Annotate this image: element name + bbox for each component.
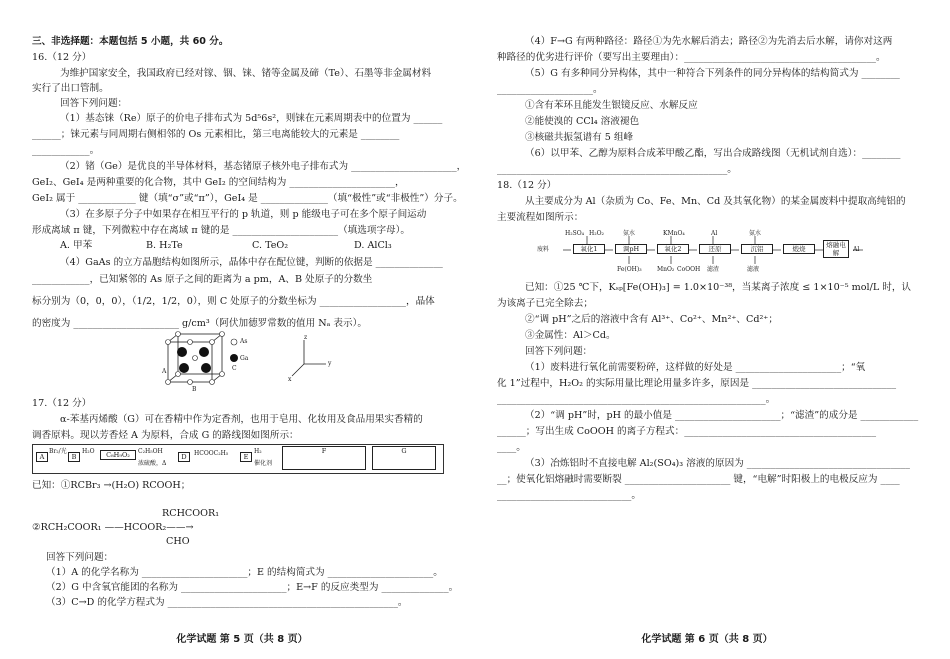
axis-z: z — [304, 334, 308, 341]
q16-p3-a: （3）在多原子分子中如果存在相互平行的 p 轨道，则 p 能级电子可在多个原子间运动 — [60, 209, 427, 220]
q17-question-6-b: ________________________________________________。 — [497, 164, 737, 175]
q16-p1-b: ______；铼元素与同周期右侧相邻的 Os 元素相比，第三电离能较大的元素是 ________ — [32, 129, 400, 140]
q17-question-2: （2）G 中含氧官能团的名称为 ______________________；E→F 的反应类型为 ______________。 — [46, 582, 459, 593]
flow-top-h2so4: H₂SO₄ — [565, 230, 585, 237]
q18-known-2: ②“调 pH”之后的溶液中含有 Al³⁺、Co²⁺、Mn²⁺、Cd²⁺； — [525, 314, 778, 325]
route-e: E — [240, 452, 252, 462]
route-cond-h2: H₂ — [254, 448, 262, 455]
axis-x: x — [288, 376, 292, 383]
flow-box-reduction: 还原 — [699, 244, 731, 254]
q16-p4-d: 的密度为 ______________________ g/cm³（阿伏加德罗常数的值用 Nₐ 表示）。 — [32, 318, 367, 329]
route-a: A — [36, 452, 48, 462]
flow-top-ammonia-1: 氨水 — [623, 230, 636, 237]
route-b: B — [68, 452, 80, 462]
flow-box-electrolysis: 熔融电解 — [823, 240, 849, 258]
route-cond-ethanol: C₂H₅OH — [138, 448, 163, 455]
section-title: 三、非选择题：本题包括 5 小题，共 60 分。 — [32, 36, 229, 47]
q18-known-1-a: 已知：①25 ℃下，Kₛₚ[Fe(OH)₃] = 1.0×10⁻³⁸，当某离子浓度 ≤ 1×10⁻⁵ mol/L 时，认 — [525, 282, 912, 293]
flow-bottom-residue: 滤渣 — [707, 266, 720, 273]
q18-question-3-b: __；使氧化铝熔融时需要断裂 ______________________ 键，“电解”时阳极上的电极反应为 ____ — [497, 474, 900, 485]
q16-p2-b: GeI₂、GeI₄ 是两种重要的化合物，其中 GeI₂ 的空间结构为 ______________________， — [32, 177, 405, 188]
option-c: C. TeO₂ — [252, 240, 289, 251]
q18-question-3-c: ____________________________。 — [497, 490, 641, 501]
q16-p3-b: 形成离域 π 键，下列微粒中存在离域 π 键的是 ______________________（填选项字母）。 — [32, 225, 411, 236]
q18-question-2-a: （2）“调 pH”时，pH 的最小值是 ______________________；“滤渣”的成分是 ____________ — [525, 410, 919, 421]
option-a: A. 甲苯 — [60, 240, 93, 251]
q16-p4-c: 标分别为（0，0，0），（1/2，1/2，0），则 C 处原子的分数坐标为 __________________，晶体 — [32, 296, 435, 307]
route-cond-h2o: H₂O — [82, 448, 95, 455]
flow-box-waste: 废料 — [537, 246, 550, 253]
flow-bottom-filtrate: 滤液 — [747, 266, 760, 273]
q18-question-1-a: （1）废料进行氧化前需要粉碎，这样做的好处是 ______________________；“氧 — [525, 362, 866, 373]
q16-p2-a: （2）锗（Ge）是优良的半导体材料，基态锗原子核外电子排布式为 ______________________， — [60, 161, 467, 172]
q18-known-3: ③金属性：Al＞Cd。 — [525, 330, 616, 341]
left-page — [32, 0, 467, 659]
q17-question-5-a: （5）G 有多种同分异构体，其中一种符合下列条件的同分异构体的结构简式为 ________ — [525, 68, 900, 79]
footer-right: 化学试题 第 6 页（共 8 页） — [641, 634, 773, 645]
q18-question-3-a: （3）冶炼铝时不直接电解 Al₂(SO₄)₃ 溶液的原因为 __________________________________ — [525, 458, 910, 469]
axes-figure — [284, 336, 334, 384]
q16-p2-c: GeI₂ 属于 ____________ 键（填“σ”或“π”），GeI₄ 是 ______________（填“极性”或“非极性”）分子。 — [32, 193, 463, 204]
flow-bottom-mno2: MnO₂ — [657, 266, 675, 273]
flow-top-kmno4: KMnO₄ — [663, 230, 685, 237]
flow-end-al: Al — [853, 246, 860, 253]
axis-y: y — [328, 360, 332, 367]
label-c: C — [232, 365, 237, 372]
known-2-main: ②RCH₂COOR₁ ——HCOOR₂——→ — [32, 522, 194, 533]
q16-p1-a: （1）基态铼（Re）原子的价电子排布式为 5d⁵6s²，则铼在元素周期表中的位置为 ______ — [60, 113, 443, 124]
right-page — [497, 0, 917, 659]
q17-question-5-b: ____________________。 — [497, 84, 603, 95]
q17-answer-prompt: 回答下列问题： — [46, 552, 114, 563]
q17-question-6: （6）以甲苯、乙醇为原料合成苯甲酸乙酯，写出合成路线图（无机试剂自选）：________ — [525, 148, 901, 159]
q16-answer-prompt: 回答下列问题： — [60, 98, 128, 109]
q18-question-1-b: 化 1”过程中，H₂O₂ 的实际用量比理论用量多许多，原因是 ______________________________ — [497, 378, 897, 389]
q17-head: 17.（12 分） — [32, 398, 92, 409]
q17-intro-1: α-苯基丙烯酸（G）可在香精中作为定香剂，也用于皂用、化妆用及食品用果实香精的 — [60, 414, 423, 425]
flow-box-precipitate-al: 沉铝 — [741, 244, 773, 254]
q18-intro-2: 主要流程如图所示： — [497, 212, 584, 223]
q18-head: 18.（12 分） — [497, 180, 557, 191]
q16-p4-b: ____________，已知紧邻的 As 原子之间的距离为 a pm，A、B 处原子的分数坐 — [32, 274, 373, 285]
known-1: 已知：①RCBr₃ →(H₂O) RCOOH； — [32, 480, 191, 491]
legend-ga: Ga — [240, 355, 249, 362]
q17-question-4-a: （4）F→G 有两种路径：路径①为先水解后消去；路径②为先消去后水解，请你对这两 — [525, 36, 893, 47]
option-d: D. AlCl₃ — [354, 240, 392, 251]
q17-question-1: （1）A 的化学名称为 ______________________；E 的结构简式为 ______________________。 — [46, 567, 443, 578]
route-cond-hcooc2h5: HCOOC₂H₅ — [194, 450, 229, 457]
route-cond-acid: 浓硫酸，Δ — [138, 460, 167, 467]
flow-box-calcine: 煅烧 — [783, 244, 815, 254]
q18-answer-prompt: 回答下列问题： — [525, 346, 593, 357]
q16-intro-1: 为维护国家安全，我国政府已经对镓、铟、铼、锗等金属及碲（Te）、石墨等非金属材料 — [60, 68, 432, 79]
footer-left: 化学试题 第 5 页（共 8 页） — [176, 634, 308, 645]
flow-top-al: Al — [711, 230, 718, 237]
q18-question-1-c: ________________________________________________________。 — [497, 394, 776, 405]
q16-p1-c: ____________。 — [32, 145, 100, 156]
route-d: D — [178, 452, 190, 462]
q18-known-1-b: 为该离子已完全除去； — [497, 298, 593, 309]
condition-1: ①含有苯环且能发生银镜反应、水解反应 — [525, 100, 698, 111]
flow-bottom-cooh: CoOOH — [677, 266, 701, 273]
label-b: B — [192, 386, 197, 393]
flow-top-h2o2: H₂O₂ — [589, 230, 604, 237]
known-2-top: RCHCOOR₁ — [162, 508, 220, 519]
q17-question-3: （3）C→D 的化学方程式为 ________________________________________________。 — [46, 597, 408, 608]
flow-bottom-feoh3: Fe(OH)₃ — [617, 266, 642, 273]
q18-intro-1: 从主要成分为 Al（杂质为 Co、Fe、Mn、Cd 及其氧化物）的某金属废料中提取高纯铝的 — [525, 196, 906, 207]
route-cond-br2: Br₂/光 — [49, 448, 67, 455]
q16-intro-2: 实行了出口管制。 — [32, 83, 109, 94]
q18-question-2-b: ______；写出生成 CoOOH 的离子方程式：________________________________________ — [497, 426, 877, 437]
q16-head: 16.（12 分） — [32, 52, 92, 63]
q16-p4-a: （4）GaAs 的立方晶胞结构如图所示，晶体中存在配位键，判断的依据是 ______________ — [60, 257, 443, 268]
q17-intro-2: 调香原料。现以芳香烃 A 为原料，合成 G 的路线图如图所示： — [32, 430, 299, 441]
process-flow-arrows — [537, 232, 867, 276]
q17-question-4-b: 种路径的优劣进行评价（要写出主要理由）：________________________________________。 — [497, 52, 886, 63]
flow-box-oxidation-1: 氧化1 — [573, 244, 605, 254]
label-a: A — [162, 368, 167, 375]
legend-as: As — [240, 338, 248, 345]
condition-2: ②能使溴的 CCl₄ 溶液褪色 — [525, 116, 640, 127]
route-g: G — [372, 446, 436, 470]
condition-3: ③核磁共振氢谱有 5 组峰 — [525, 132, 634, 143]
route-c: C₈H₉O₂ — [100, 450, 136, 460]
flow-box-oxidation-2: 氧化2 — [657, 244, 689, 254]
option-b: B. H₂Te — [146, 240, 183, 251]
route-f: F — [282, 446, 366, 470]
route-cond-catalyst: 催化剂 — [254, 460, 273, 467]
flow-box-adjust-ph: 调pH — [615, 244, 647, 254]
flow-top-ammonia-2: 氨水 — [749, 230, 762, 237]
known-2-bottom: CHO — [166, 536, 190, 547]
q18-question-2-c: ____。 — [497, 442, 526, 453]
